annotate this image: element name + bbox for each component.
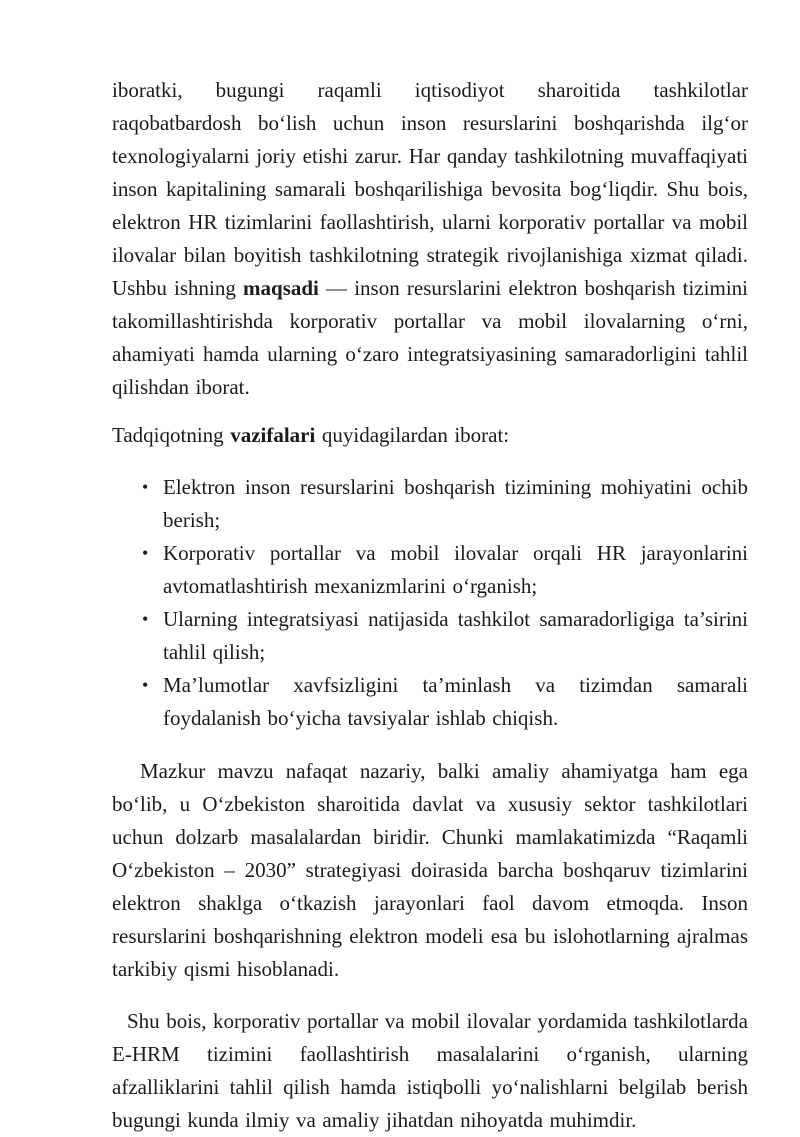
bullet-icon: • [142, 609, 149, 629]
list-item-text: Ma’lumotlar xavfsizligini ta’minlash va tizimdan samarali foydalanish bo‘yicha tavsiyalar ishlab chiqish. [163, 673, 748, 730]
list-item [140, 669, 748, 735]
paragraph-text: iboratki, bugungi raqamli iqtisodiyot sharoitida tashkilotlar raqobatbardosh bo‘lish uchun inson resurslarini boshqarishda ilg‘or texnologiyalarni joriy etishi zarur. Har qanday tashkilotning muvaffaqiyati inson kapitalining samarali boshqarilishiga bevosita bog‘liqdir. Shu bois, elektron HR tizimlarini faollashtirish, ularni korporativ portallar va mobil ilovalar bilan boyitish tashkilotning strategik rivojlanishiga xizmat qiladi. Ushbu ishning [112, 78, 748, 300]
bullet-icon: • [142, 675, 149, 695]
paragraph-conclusion: Shu bois, korporativ portallar va mobil ilovalar yordamida tashkilotlarda E-HRM tizimini faollashtirish masalalarini o‘rganish, ularning afzalliklarini tahlil qilish hamda istiqbolli yo‘nalishlarni belgilab berish bugungi kunda ilmiy va amaliy jihatdan nihoyatda muhimdir. [112, 1009, 748, 1132]
paragraph-relevance: Mazkur mavzu nafaqat nazariy, balki amaliy ahamiyatga ham ega bo‘lib, u O‘zbekiston sharoitida davlat va xususiy sektor tashkilotlari uchun dolzarb masalalardan biridir. Chunki mamlakatimizda “Raqamli O‘zbekiston – 2030” strategiyasi doirasida barcha boshqaruv tizimlarini elektron shaklga o‘tkazish jarayonlari faol davom etmoqda. Inson resurslarini boshqarishning elektron modeli esa bu islohotlarning ajralmas tarkibiy qismi hisoblanadi. [112, 759, 748, 981]
bullet-icon: • [142, 477, 149, 497]
bold-term-maqsadi: maqsadi [243, 276, 319, 300]
paragraph-text: quyidagilardan iborat: [315, 423, 510, 447]
paragraph-tasks-intro [112, 419, 748, 452]
task-list [112, 471, 748, 735]
list-item [140, 471, 748, 537]
bullet-icon: • [142, 543, 149, 563]
list-item [140, 603, 748, 669]
list-item [140, 537, 748, 603]
paragraph-text: — inson resurslarini elektron boshqarish tizimini takomillashtirishda korporativ portallar va mobil ilovalarning o‘rni, ahamiyati hamda ularning o‘zaro integratsiyasining samaradorligini tahlil qilishdan iborat. [112, 276, 748, 399]
list-item-text: Elektron inson resurslarini boshqarish tizimining mohiyatini ochib berish; [163, 475, 748, 532]
list-item-text: Ularning integratsiyasi natijasida tashkilot samaradorligiga ta’sirini tahlil qilish; [163, 607, 748, 664]
bold-term-vazifalari: vazifalari [230, 423, 316, 447]
paragraph-text: Tadqiqotning [112, 423, 231, 447]
list-item-text: Korporativ portallar va mobil ilovalar orqali HR jarayonlarini avtomatlashtirish mexanizmlarini o‘rganish; [163, 541, 748, 598]
paragraph-continuation [112, 74, 748, 404]
